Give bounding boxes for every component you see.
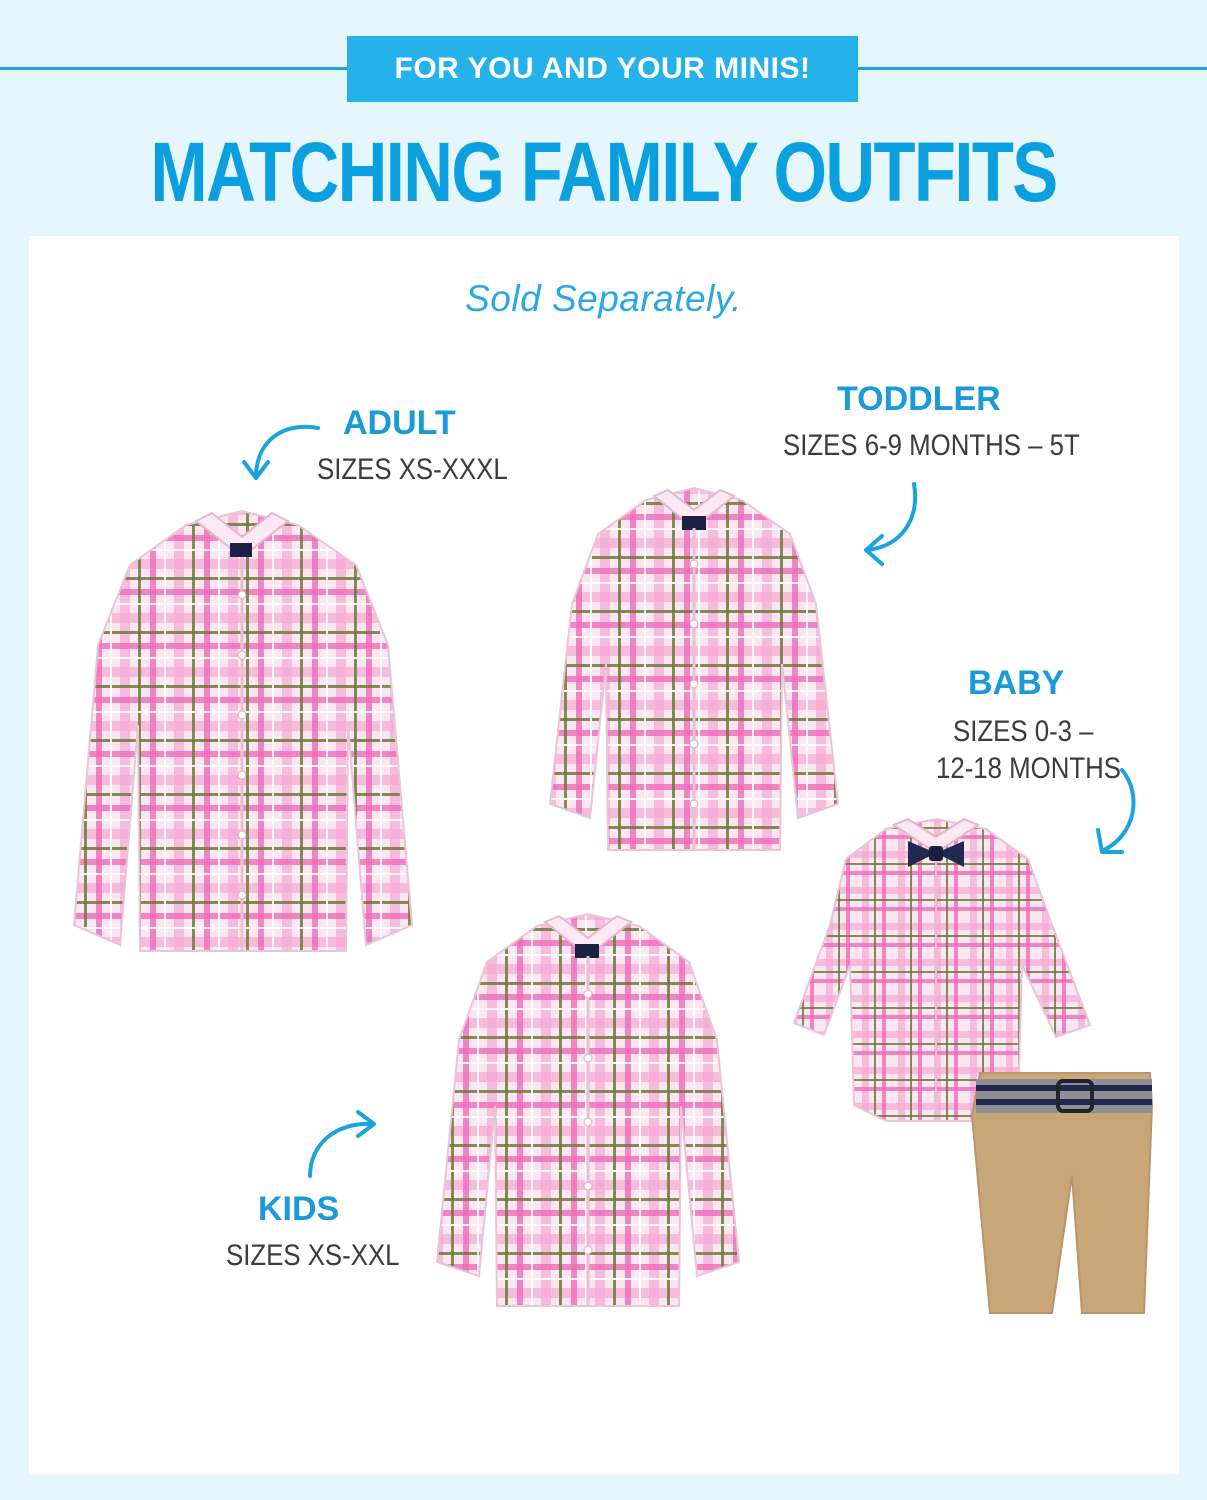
toddler-plaid-shirt-image [546,484,842,854]
adult-size-range: SIZES XS-XXXL [317,453,508,486]
toddler-size-title: TODDLER [837,380,1001,418]
toddler-size-range: SIZES 6-9 MONTHS – 5T [783,429,1080,462]
baby-outfit-image [790,815,1160,1315]
baby-size-range-line1: SIZES 0-3 – [953,715,1094,748]
promo-tag: FOR YOU AND YOUR MINIS! [347,36,858,102]
baby-size-title: BABY [968,664,1065,702]
adult-size-title: ADULT [343,404,456,442]
sold-separately-note: Sold Separately. [465,278,742,319]
curved-arrow-icon [236,418,326,488]
kids-plaid-shirt-image [433,910,743,1310]
kids-size-title: KIDS [258,1190,340,1228]
adult-plaid-shirt-image [66,505,420,955]
curved-arrow-icon [858,478,928,568]
baby-size-range-line2: 12-18 MONTHS [936,752,1121,785]
curved-arrow-icon [296,1104,386,1184]
page-title: MATCHING FAMILY OUTFITS [150,125,1057,219]
kids-size-range: SIZES XS-XXL [226,1239,400,1272]
